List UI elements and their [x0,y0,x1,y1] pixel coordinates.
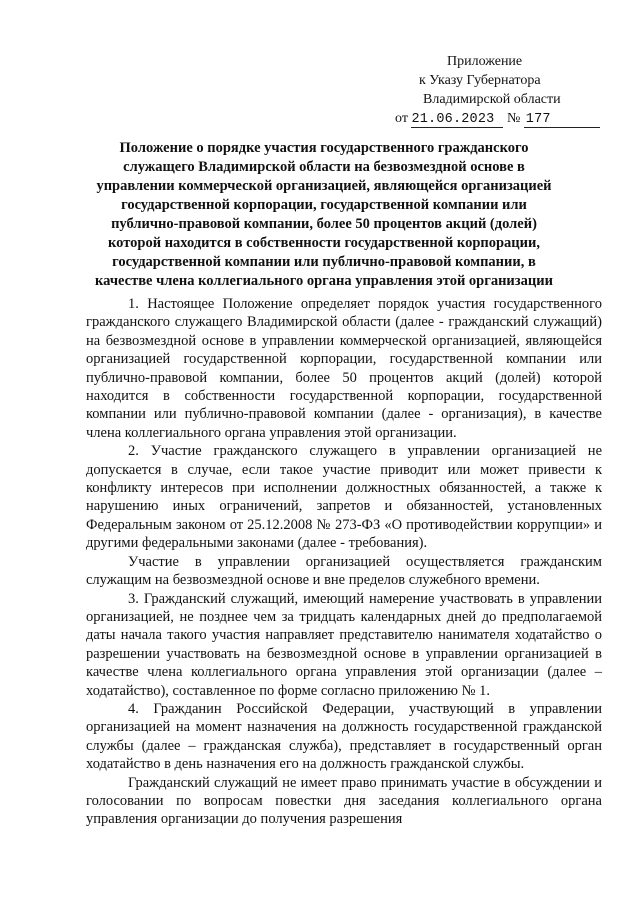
document-title: Положение о порядке участия государственного гражданского служащего Владимирской области на безвозмездной основе в управлении коммерческой организацией, являющейся организацией государственной корпорации, государственной компании или публично-правовой компании, более 50 процентов акций (долей) которой находится в собственности государственной корпорации, государственной компании или публично-правовой компании, в качестве члена коллегиального органа управления этой организации [95,140,553,289]
appendix-decree-ref: к Указу Губернатора [419,73,541,88]
paragraph-3: 3. Гражданский служащий, имеющий намерение участвовать в управлении организацией, не позднее чем за тридцать календарных дней до предполагаемой даты начала такого участия направляет представителю нанимателя ходатайство о разрешении участвовать на безвозмездной основе в управлении организацией в качестве члена коллегиального органа управления этой организации (далее – ходатайство), составленное по форме согласно приложению № 1. [86,590,602,699]
date-prefix: от [395,111,408,126]
decree-number: 177 [524,112,600,128]
decree-date: 21.06.2023 [411,112,503,128]
paragraph-1: 1. Настоящее Положение определяет порядок участия государственного гражданского служащего Владимирской области (далее - гражданский служащий) на безвозмездной основе в управлении коммерческой организацией, являющейся организацией государственной корпорации, государственной компании или публично-правовой компании, более 50 процентов акций (долей) которой находится в собственности государственной корпорации, государственной компании или публично-правовой компании (далее - организация), в качестве члена коллегиального органа управления этой организации. [86,296,602,441]
number-sign: № [506,111,521,126]
appendix-label: Приложение [447,54,523,69]
appendix-header [395,52,625,128]
paragraph-4-continued: Гражданский служащий не имеет право принимать участие в обсуждении и голосовании по вопросам повестки дня заседания коллегиального органа управления организации до получения разрешения [86,774,602,828]
paragraph-2: 2. Участие гражданского служащего в управлении организацией не допускается в случае, если такое участие приводит или может привести к конфликту интересов при исполнении должностных обязанностей, а также к нарушению иных ограничений, запретов и обязанностей, установленных Федеральным законом от 25.12.2008 № 273-ФЗ «О противодействии коррупции» и другими федеральными законами (далее - требования). [86,443,602,552]
document-body [86,295,602,829]
appendix-region: Владимирской области [423,92,561,107]
appendix-date-number-line [395,109,625,128]
paragraph-2-continued: Участие в управлении организацией осуществляется гражданским служащим на безвозмездной основе и вне пределов служебного времени. [86,553,602,589]
paragraph-4: 4. Гражданин Российской Федерации, участвующий в управлении организацией на момент назначения на должность государственной гражданской службы (далее – гражданская служба), представляет в государственный орган ходатайство в день назначения его на должность гражданской службы. [86,700,602,773]
